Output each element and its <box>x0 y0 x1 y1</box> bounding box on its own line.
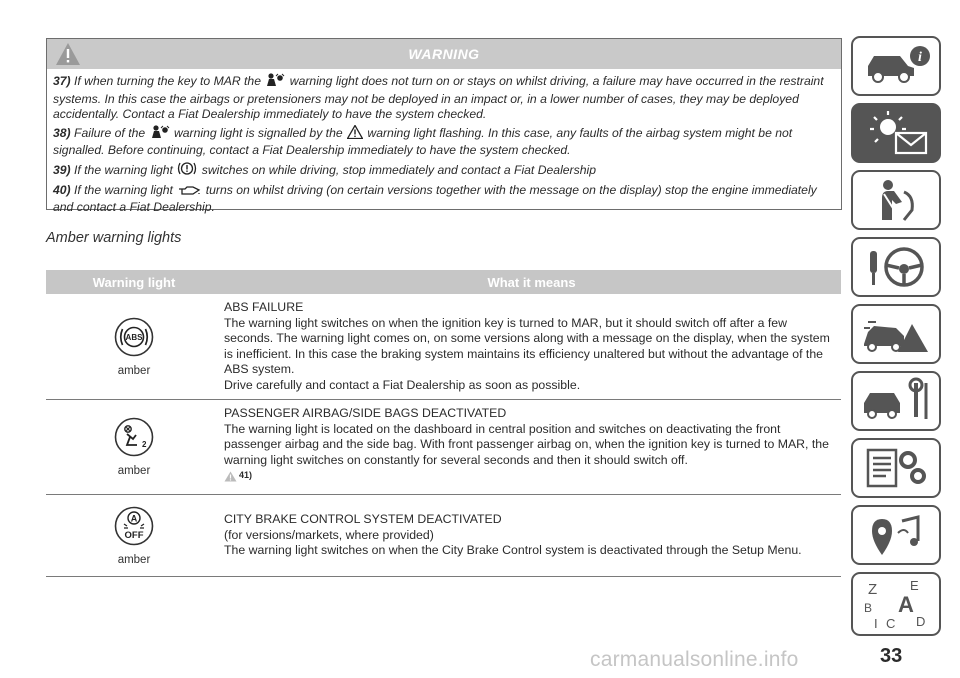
warning-item-37: 37) If when turning the key to MAR the warning light does not turn on or stays on whilst driving, a failure may have occurred in the restraint systems. In this case the airbags or pretensioners may not be deployed in an impact or, in a lower number of cases, they may be deployed accidentally. Contact a Fiat Dealership immediately to have the system checked. <box>53 74 824 122</box>
page-number: 33 <box>880 645 903 667</box>
tab-maintenance[interactable] <box>851 371 941 431</box>
table-header <box>46 270 841 294</box>
warning-item-38: 38) Failure of the warning light is signalled by the warning light flashing. In this case, any faults of the airbag system might be not signalled. Before continuing, contact a Fiat Dealership immediately to have the system checked. <box>53 125 793 158</box>
technical-data-icon <box>858 444 934 492</box>
general-warning-icon <box>347 125 363 144</box>
warning-triangle-icon <box>55 42 81 71</box>
starting-driving-icon <box>858 243 934 291</box>
meaning-cell: CITY BRAKE CONTROL SYSTEM DEACTIVATED (for versions/markets, where provided) The warning light switches on when the City Brake Control system is deactivated through the Setup Menu. <box>224 512 802 558</box>
tab-safety[interactable] <box>851 170 941 230</box>
warning-light-cell <box>46 495 222 576</box>
warning-light-cell <box>46 294 222 399</box>
warning-box <box>46 38 842 215</box>
warning-triangle-icon <box>224 471 237 482</box>
color-label: amber <box>117 364 151 377</box>
warning-title: WARNING <box>408 46 480 62</box>
watermark: carmanualsonline.info <box>590 648 799 671</box>
city-brake-off-icon <box>114 506 154 551</box>
abs-icon <box>114 317 154 362</box>
meaning-cell: PASSENGER AIRBAG/SIDE BAGS DEACTIVATED The warning light is located on the dashboard in central position and switches on deactivating the front passenger airbag and the side bag. With front passenger airbag on, when the ignition key is turned to MAR, the warning light switches on constantly for several seconds and then it should switch off. 41) <box>222 400 841 494</box>
table-row <box>46 294 841 400</box>
section-title: Amber warning lights <box>46 230 182 246</box>
header-warning-light: Warning light <box>92 274 176 290</box>
oil-pressure-icon <box>177 184 201 201</box>
tab-emergency[interactable] <box>851 304 941 364</box>
svg-text:i: i <box>918 50 922 65</box>
svg-text:A: A <box>130 513 138 523</box>
svg-text:I: I <box>874 616 878 631</box>
maintenance-icon <box>858 377 934 425</box>
svg-text:OFF: OFF <box>124 529 144 541</box>
svg-text:E: E <box>910 578 919 593</box>
tab-starting-driving[interactable] <box>851 237 941 297</box>
warning-body <box>47 69 841 216</box>
passenger-airbag-off-icon <box>114 417 154 462</box>
brake-failure-icon <box>177 161 197 181</box>
car-info-icon <box>858 42 934 90</box>
chapter-sidebar <box>851 36 943 643</box>
warning-item-40: 40) If the warning light turns on whilst driving (on certain versions together with the message on the display) stop the engine immediately and contact a Fiat Dealership. <box>53 182 817 215</box>
svg-text:C: C <box>886 616 896 631</box>
svg-text:2: 2 <box>142 440 147 449</box>
airbag-warning-icon <box>150 125 170 144</box>
color-label: amber <box>117 553 151 566</box>
svg-text:B: B <box>864 601 873 615</box>
table-row <box>46 400 841 495</box>
svg-text:D: D <box>916 614 926 629</box>
tab-multimedia[interactable] <box>851 505 941 565</box>
svg-text:A: A <box>898 592 914 617</box>
header-what-it-means: What it means <box>487 274 576 290</box>
warning-item-39: 39) If the warning light switches on while driving, stop immediately and contact a Fiat Dealership <box>53 161 835 181</box>
warning-header <box>47 39 841 69</box>
warning-lights-icon <box>858 109 934 157</box>
tab-index[interactable] <box>851 572 941 636</box>
color-label: amber <box>117 465 151 477</box>
tab-warning-lights[interactable] <box>851 103 941 163</box>
table-row <box>46 495 841 577</box>
warning-reference: 41) <box>224 468 839 484</box>
svg-text:ABS: ABS <box>125 332 143 342</box>
tab-technical-data[interactable] <box>851 438 941 498</box>
safety-icon <box>858 176 934 224</box>
tab-car-info[interactable] <box>851 36 941 96</box>
svg-text:Z: Z <box>868 581 878 598</box>
meaning-cell: ABS FAILURE The warning light switches on when the ignition key is turned to MAR, but it should switch off after a few seconds. The warning light comes on, on some versions along with a message on the display, when the system is inefficient. In this case the braking system maintains its efficiency unaltered but without the advantage of the ABS system. Drive carefully and contact a Fiat Dealership as soon as possible. <box>224 300 830 392</box>
warning-lights-table <box>46 270 841 577</box>
emergency-icon <box>858 310 934 358</box>
multimedia-icon <box>858 511 934 559</box>
warning-light-cell <box>46 400 222 494</box>
index-icon <box>858 576 934 632</box>
airbag-warning-icon <box>265 73 285 92</box>
